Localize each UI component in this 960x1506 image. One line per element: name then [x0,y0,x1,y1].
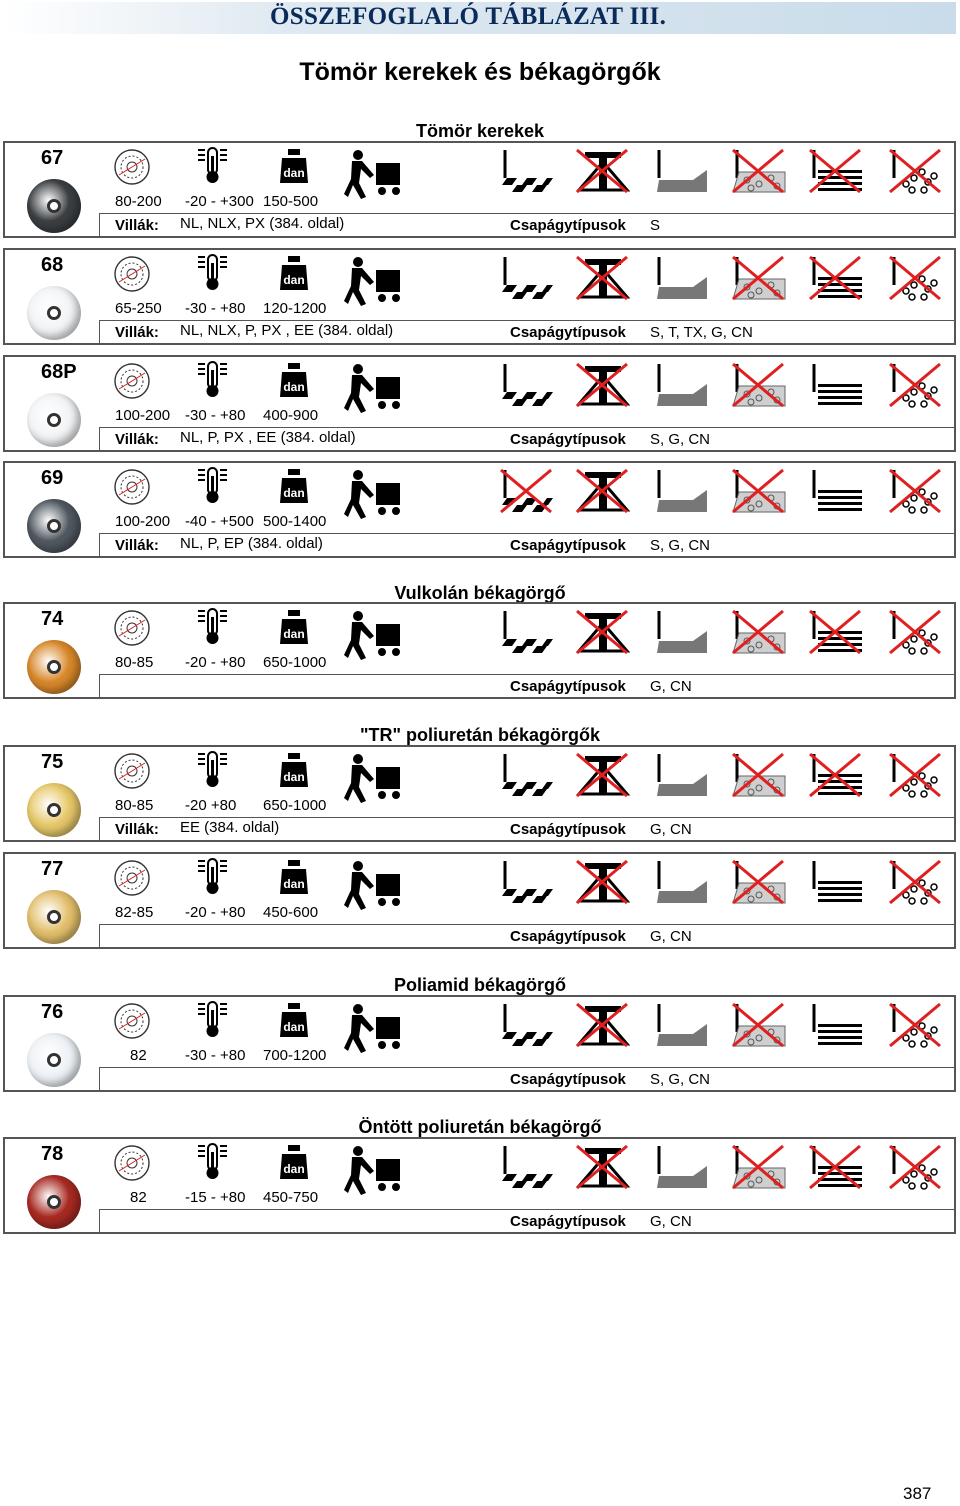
floor-chips-icon [888,148,944,196]
forks-label: Villák: [115,431,159,448]
floor-chips-icon [888,255,944,303]
floor-chips-icon [888,609,944,657]
floor-ramp-icon [575,255,631,303]
product-row [3,355,956,452]
bearing-types-label: Csapágytípusok [510,1213,626,1230]
floor-smooth-icon [653,148,709,196]
spec-load: 120-1200 [263,300,327,317]
spec-temperature: -30 - +80 [185,300,246,317]
floor-grating-icon [808,468,864,516]
wheel-hub [47,803,61,817]
operator-pushing-icon [344,753,404,805]
floor-checkered-icon [499,859,555,907]
spec-temperature: -20 +80 [185,797,237,814]
floor-ramp-icon [575,362,631,410]
diameter-icon [113,1002,151,1040]
section-title: Öntött poliuretán békagörgő [358,1117,602,1137]
floor-grating-icon [808,1144,864,1192]
floor-checkered-icon [499,362,555,410]
load-dan-icon [278,256,310,292]
wheel-image [27,499,81,553]
bearing-types-label: Csapágytípusok [510,217,626,234]
bearing-types-label: Csapágytípusok [510,821,626,838]
bearing-types-value: G, CN [650,1213,692,1230]
operator-pushing-icon [344,256,404,308]
floor-ramp-icon [575,752,631,800]
spec-load: 650-1000 [263,797,327,814]
floor-gravel-icon [731,148,787,196]
svg-text:dan: dan [283,273,305,287]
spec-temperature: -20 - +80 [185,904,246,921]
forks-value: EE (384. oldal) [180,819,280,836]
spec-load: 650-1000 [263,654,327,671]
svg-text:dan: dan [283,380,305,394]
forks-label: Villák: [115,217,159,234]
spec-temperature: -15 - +80 [185,1189,246,1206]
svg-text:dan: dan [283,486,305,500]
bearing-types-value: G, CN [650,678,692,695]
forks-label: Villák: [115,537,159,554]
load-dan-icon [278,469,310,505]
svg-text:dan: dan [283,770,305,784]
operator-pushing-icon [344,1145,404,1197]
spec-load: 500-1400 [263,513,327,530]
forks-value: NL, P, EP (384. oldal) [180,535,323,552]
wheel-hub [47,1195,61,1209]
bearing-types-value: G, CN [650,821,692,838]
wheel-image [27,286,81,340]
temperature-icon [197,466,229,504]
temperature-icon [197,360,229,398]
diameter-icon [113,609,151,647]
temperature-icon [197,146,229,184]
temperature-icon [197,1000,229,1038]
bearing-types-value: S, T, TX, G, CN [650,324,753,341]
product-row [3,461,956,558]
floor-checkered-icon [499,148,555,196]
floor-checkered-icon [499,1002,555,1050]
operator-pushing-icon [344,1003,404,1055]
wheel-hub [47,910,61,924]
floor-checkered-icon [499,1144,555,1192]
floor-smooth-icon [653,255,709,303]
temperature-icon [197,253,229,291]
svg-text:dan: dan [283,627,305,641]
floor-chips-icon [888,859,944,907]
bearing-types-label: Csapágytípusok [510,1071,626,1088]
spec-diameter: 80-85 [115,654,154,671]
floor-smooth-icon [653,859,709,907]
spec-diameter: 100-200 [115,407,171,424]
product-row [3,852,956,949]
product-number: 74 [41,608,64,630]
operator-pushing-icon [344,610,404,662]
temperature-icon [197,607,229,645]
floor-ramp-icon [575,1144,631,1192]
product-number: 77 [41,858,64,880]
floor-grating-icon [808,255,864,303]
floor-gravel-icon [731,859,787,907]
banner-title: ÖSSZEFOGLALÓ TÁBLÁZAT III. [270,3,667,30]
floor-checkered-icon [499,255,555,303]
forks-value: NL, NLX, PX (384. oldal) [180,215,345,232]
temperature-icon [197,750,229,788]
floor-ramp-icon [575,859,631,907]
floor-grating-icon [808,148,864,196]
svg-text:dan: dan [283,166,305,180]
floor-grating-icon [808,1002,864,1050]
load-dan-icon [278,610,310,646]
diameter-icon [113,362,151,400]
floor-smooth-icon [653,362,709,410]
floor-checkered-icon [499,752,555,800]
wheel-image [27,179,81,233]
floor-checkered-icon [499,468,555,516]
wheel-hub [47,199,61,213]
floor-chips-icon [888,1144,944,1192]
floor-ramp-icon [575,468,631,516]
product-number: 78 [41,1143,64,1165]
floor-ramp-icon [575,148,631,196]
spec-temperature: -20 - +80 [185,654,246,671]
spec-temperature: -30 - +80 [185,1047,246,1064]
product-number: 75 [41,751,64,773]
wheel-hub [47,1053,61,1067]
page-title: Tömör kerekek és békagörgők [299,58,661,86]
product-row [3,1137,956,1234]
wheel-image [27,640,81,694]
operator-pushing-icon [344,149,404,201]
floor-chips-icon [888,752,944,800]
bearing-types-value: S [650,217,661,234]
bearing-types-label: Csapágytípusok [510,928,626,945]
floor-grating-icon [808,362,864,410]
forks-value: NL, P, PX , EE (384. oldal) [180,429,356,446]
floor-smooth-icon [653,1144,709,1192]
floor-smooth-icon [653,468,709,516]
wheel-image [27,890,81,944]
product-row [3,995,956,1092]
operator-pushing-icon [344,363,404,415]
floor-chips-icon [888,1002,944,1050]
floor-chips-icon [888,468,944,516]
floor-gravel-icon [731,609,787,657]
bearing-types-label: Csapágytípusok [510,678,626,695]
floor-gravel-icon [731,752,787,800]
product-row [3,248,956,345]
floor-gravel-icon [731,468,787,516]
spec-load: 400-900 [263,407,319,424]
section-title: Vulkolán békagörgő [394,583,566,603]
floor-ramp-icon [575,609,631,657]
operator-pushing-icon [344,469,404,521]
load-dan-icon [278,1003,310,1039]
forks-label: Villák: [115,821,159,838]
temperature-icon [197,1142,229,1180]
diameter-icon [113,752,151,790]
diameter-icon [113,148,151,186]
load-dan-icon [278,753,310,789]
product-number: 68P [41,361,77,383]
floor-grating-icon [808,859,864,907]
load-dan-icon [278,149,310,185]
svg-text:dan: dan [283,877,305,891]
wheel-hub [47,660,61,674]
floor-smooth-icon [653,752,709,800]
spec-diameter: 80-85 [115,797,154,814]
spec-load: 700-1200 [263,1047,327,1064]
floor-grating-icon [808,752,864,800]
floor-gravel-icon [731,362,787,410]
bearing-types-value: S, G, CN [650,431,711,448]
product-number: 69 [41,467,64,489]
product-row [3,602,956,699]
spec-load: 450-600 [263,904,319,921]
load-dan-icon [278,363,310,399]
floor-chips-icon [888,362,944,410]
wheel-hub [47,413,61,427]
spec-diameter: 82 [130,1189,147,1206]
floor-gravel-icon [731,255,787,303]
wheel-hub [47,306,61,320]
diameter-icon [113,859,151,897]
svg-text:dan: dan [283,1020,305,1034]
diameter-icon [113,468,151,506]
operator-pushing-icon [344,860,404,912]
floor-checkered-icon [499,609,555,657]
bearing-types-label: Csapágytípusok [510,324,626,341]
floor-smooth-icon [653,1002,709,1050]
floor-grating-icon [808,609,864,657]
floor-ramp-icon [575,1002,631,1050]
spec-diameter: 100-200 [115,513,171,530]
forks-label: Villák: [115,324,159,341]
wheel-image [27,1033,81,1087]
page-number: 387 [903,1484,932,1503]
spec-temperature: -20 - +300 [185,193,254,210]
product-number: 68 [41,254,64,276]
section-title: Poliamid békagörgő [393,975,567,995]
wheel-image [27,393,81,447]
product-row [3,745,956,842]
section-title: "TR" poliuretán békagörgők [359,725,601,745]
diameter-icon [113,255,151,293]
spec-diameter: 82 [130,1047,147,1064]
bearing-types-value: S, G, CN [650,537,711,554]
bearing-types-label: Csapágytípusok [510,431,626,448]
bearing-types-label: Csapágytípusok [510,537,626,554]
section-title: Tömör kerekek [415,121,545,141]
floor-gravel-icon [731,1002,787,1050]
temperature-icon [197,857,229,895]
spec-diameter: 65-250 [115,300,162,317]
diameter-icon [113,1144,151,1182]
svg-text:dan: dan [283,1162,305,1176]
spec-temperature: -30 - +80 [185,407,246,424]
bearing-types-value: S, G, CN [650,1071,711,1088]
product-number: 76 [41,1001,64,1023]
product-number: 67 [41,147,64,169]
load-dan-icon [278,1145,310,1181]
floor-smooth-icon [653,609,709,657]
floor-gravel-icon [731,1144,787,1192]
wheel-hub [47,519,61,533]
spec-load: 150-500 [263,193,319,210]
spec-temperature: -40 - +500 [185,513,254,530]
forks-value: NL, NLX, P, PX , EE (384. oldal) [180,322,394,339]
load-dan-icon [278,860,310,896]
spec-diameter: 80-200 [115,193,162,210]
spec-load: 450-750 [263,1189,319,1206]
bearing-types-value: G, CN [650,928,692,945]
spec-diameter: 82-85 [115,904,154,921]
wheel-image [27,783,81,837]
product-row [3,141,956,238]
wheel-image [27,1175,81,1229]
